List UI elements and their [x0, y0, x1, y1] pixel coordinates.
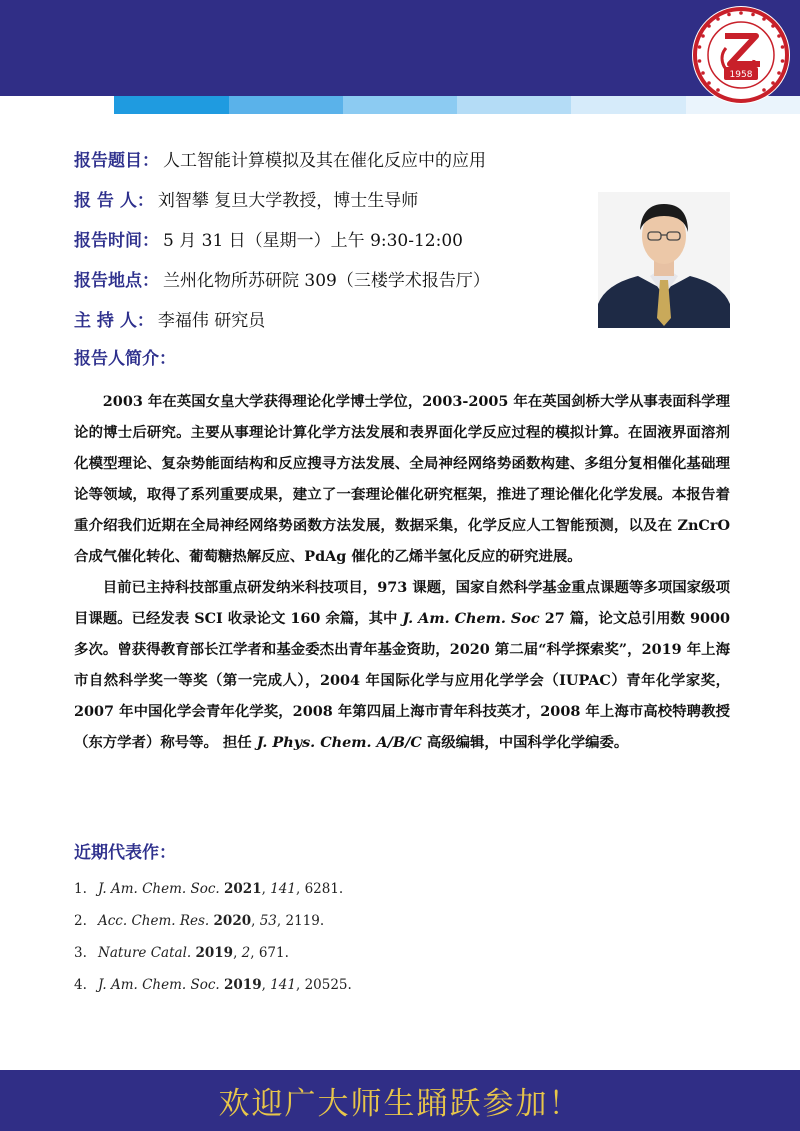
stripe-segment	[229, 96, 343, 114]
publication-item: 3. Nature Catal. 2019 , 2 , 671.	[74, 945, 289, 961]
pub-number: 1.	[74, 881, 87, 897]
pub-journal: Nature Catal.	[98, 945, 192, 961]
bio-paragraph: 2003 年在英国女皇大学获得理论化学博士学位，2003-2005 年在英国剑桥大学从事表面科学理论的博士后研究。主要从事理论计算化学方法发展和表界面化学反应过程的模拟计算。在固液界面溶剂化模型理论、复杂势能面结构和反应搜寻方法发展、全局神经网络势函数构建、多组分复相催化基础理论等领域，取得了系列重要成果，建立了一套理论催化研究框架，推进了理论催化化学发展。本报告着重介绍我们近期在全局神经网络势函数方法发展，数据采集，化学反应人工智能预测，以及在 ZnCrO 合成气催化转化、葡萄糖热解反应、PdAg 催化的乙烯半氢化反应的研究进展。	[74, 393, 730, 565]
pub-number: 4.	[74, 977, 87, 993]
info-value: 李福伟 研究员	[157, 310, 266, 331]
pub-year: 2020	[213, 913, 252, 929]
info-row-title	[74, 138, 594, 178]
publication-item: 1. J. Am. Chem. Soc. 2021 , 141 , 6281.	[74, 881, 344, 897]
info-row-speaker	[74, 178, 594, 218]
journal-name: J. Phys. Chem. A/B/C	[256, 734, 422, 751]
header-band	[0, 0, 800, 96]
bio-text: 目前已主持科技部重点研发纳米科技项目，973 课题，国家自然科学基金重点课题等多项国家级项目课题。已经发表 SCI 收录论文 160 余篇，其中	[74, 579, 730, 627]
publication-item: 4. J. Am. Chem. Soc. 2019 , 141 , 20525.	[74, 977, 352, 993]
stripe-segment	[571, 96, 685, 114]
stripe-segment	[457, 96, 571, 114]
info-label: 报告地点：	[74, 270, 159, 291]
pub-volume: 141	[270, 881, 296, 897]
footer-band	[0, 1070, 800, 1131]
welcome-message: 欢迎广大师生踊跃参加！	[218, 1086, 582, 1122]
pub-pages: 20525.	[304, 977, 352, 993]
pub-journal: J. Am. Chem. Soc.	[98, 881, 220, 897]
institute-logo	[690, 4, 792, 106]
publication-list	[74, 873, 674, 1001]
info-row-host	[74, 298, 594, 338]
pub-volume: 2	[241, 945, 251, 961]
pub-year: 2021	[224, 881, 262, 897]
pub-journal: Acc. Chem. Res.	[98, 913, 210, 929]
info-value: 5 月 31 日（星期一）上午 9:30-12:00	[163, 230, 463, 251]
pub-volume: 141	[270, 977, 296, 993]
stripe-segment	[343, 96, 457, 114]
stripe-segment	[114, 96, 228, 114]
talk-info	[74, 138, 594, 338]
pub-number: 3.	[74, 945, 87, 961]
journal-name: J. Am. Chem. Soc	[402, 610, 540, 627]
stripe-segment	[0, 96, 114, 114]
info-value: 兰州化物所苏研院 309（三楼学术报告厅）	[163, 270, 490, 291]
info-row-location	[74, 258, 594, 298]
info-label: 主 持 人：	[74, 310, 154, 331]
info-value: 人工智能计算模拟及其在催化反应中的应用	[163, 150, 486, 171]
pub-year: 2019	[195, 945, 234, 961]
publications-title: 近期代表作：	[74, 843, 176, 863]
bio-paragraph	[74, 572, 730, 758]
info-row-time	[74, 218, 594, 258]
info-label: 报告题目：	[74, 150, 159, 171]
info-label: 报告时间：	[74, 230, 159, 251]
bio-title: 报告人简介：	[74, 349, 176, 369]
header-stripe-bar	[0, 96, 800, 114]
logo-year: 1958	[729, 70, 753, 80]
publication-item: 2. Acc. Chem. Res. 2020 , 53 , 2119.	[74, 913, 325, 929]
pub-journal: J. Am. Chem. Soc.	[98, 977, 220, 993]
pub-volume: 53	[259, 913, 277, 929]
info-label: 报 告 人：	[74, 190, 154, 211]
pub-year: 2019	[224, 977, 262, 993]
pub-pages: 2119.	[285, 913, 325, 929]
speaker-photo	[598, 192, 730, 328]
pub-pages: 671.	[258, 945, 289, 961]
bio-text: 高级编辑，中国科学化学编委。	[421, 734, 629, 751]
speaker-bio	[74, 386, 730, 758]
bio-text: 27 篇，论文总引用数 9000 多次。曾获得教育部长江学者和基金委杰出青年基金资助，2020 第二届“科学探索奖”，2019 年上海市自然科学奖一等奖（第一完成人），2004 年国际化学与应用化学学会（IUPAC）青年化学家奖，2007 年中国化学会青年化学奖，2008 年第四届上海市青年科技英才，2008 年上海市高校特聘教授（东方学者）称号等。 担任	[74, 610, 730, 751]
info-value: 刘智攀 复旦大学教授，博士生导师	[157, 190, 419, 211]
pub-pages: 6281.	[304, 881, 344, 897]
pub-number: 2.	[74, 913, 87, 929]
